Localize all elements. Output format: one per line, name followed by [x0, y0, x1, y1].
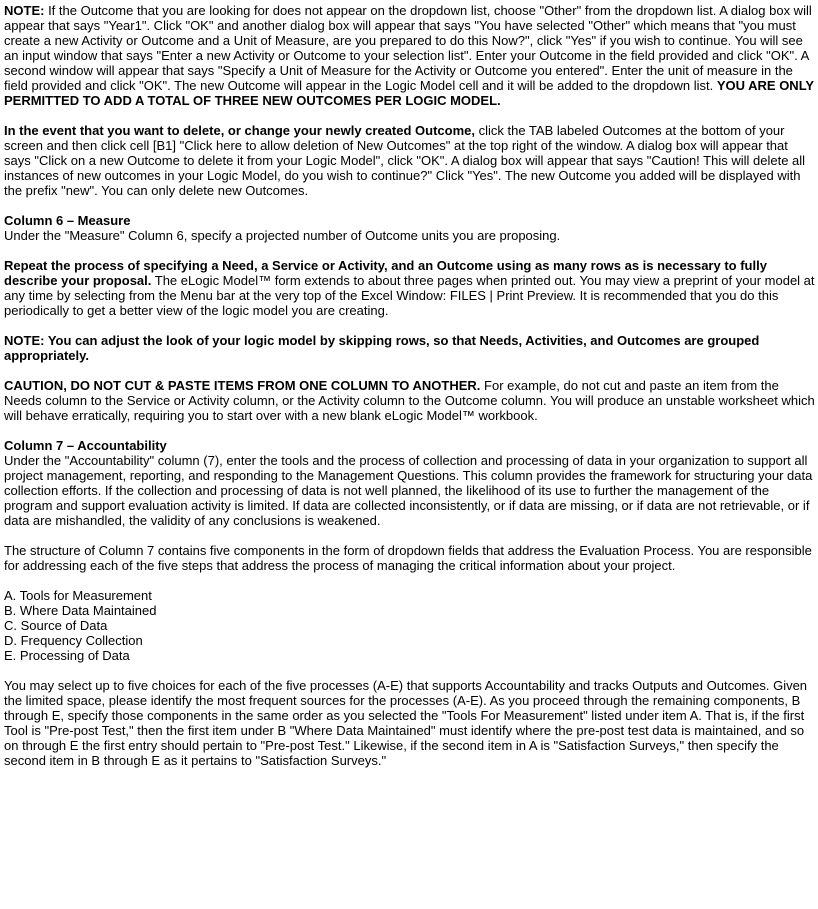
- paragraph: [4, 678, 816, 768]
- spacer: [4, 663, 816, 678]
- bold-text-run: Column 6 – Measure: [4, 213, 131, 228]
- spacer: [4, 423, 816, 438]
- text-run: If the Outcome that you are looking for does not appear on the dropdown list, choose "Other" from the dropdown list. A dialog box will appear that says "Year1". Click "OK" and another dialog box will appear that says "You have selected "Other" which means that "you must create a new Activity or Outcome and a Unit of Measure, are you prepared to do this Now?", click "Yes" if you wish to continue. You will see an input window that says "Enter a new Activity or Outcome to your selection list". Enter your Outcome in the field provided and click "OK". A second window will appear that says "Specify a Unit of Measure for the Activity or Outcome you entered". Enter the unit of measure in the field provided and click "OK". The new Outcome will appear in the Logic Model cell and it will be added to the dropdown list.: [4, 3, 812, 93]
- bold-text-run: Column 7 – Accountability: [4, 438, 167, 453]
- paragraph: [4, 453, 816, 528]
- text-run: click the TAB labeled Outcomes at the bottom of your screen and then click cell [B1] "Click here to allow deletion of New Outcomes" at the top right of the window. A dialog box will appear that says "Click on a new Outcome to delete it from your Logic Model", click "OK". A dialog box will appear that says "Caution! This will delete all instances of new outcomes in your Logic Model, do you wish to continue?" Click "Yes". The new Outcome you added will be displayed with the prefix "new". You can only delete new Outcomes.: [4, 123, 806, 198]
- bold-text-run: YOU ARE ONLY PERMITTED TO ADD A TOTAL OF THREE NEW OUTCOMES PER LOGIC MODEL.: [4, 78, 814, 108]
- paragraph: [4, 258, 816, 318]
- text-run: Under the "Measure" Column 6, specify a projected number of Outcome units you are proposing.: [4, 228, 561, 243]
- spacer: [4, 198, 816, 213]
- list-item: [4, 618, 816, 633]
- bold-text-run: NOTE:: [4, 3, 45, 18]
- paragraph: [4, 3, 816, 108]
- paragraph: [4, 333, 816, 363]
- spacer: [4, 573, 816, 588]
- text-run: The eLogic Model™ form extends to about three pages when printed out. You may view a preprint of your model at any time by selecting from the Menu bar at the very top of the Excel Window: FILES | Print Preview. It is recommended that you do this periodically to get a better view of the logic model you are creating.: [4, 273, 815, 318]
- text-run: You may select up to five choices for each of the five processes (A-E) that supports Accountability and tracks Outputs and Outcomes. Given the limited space, please identify the most frequent sources for the processes (A-E). As you proceed through the remaining components, B through E, specify those components in the same order as you selected the "Tools For Measurement" listed under item A. That is, if the first Tool is "Pre-post Test," then the first item under B "Where Data Maintained" must identify where the pre-post test data is maintained, and so on through E the first entry should pertain to "Pre-post Test." Likewise, if the second item in A is "Satisfaction Surveys," then specify the second item in B through E as it pertains to "Satisfaction Surveys.": [4, 678, 808, 768]
- paragraph: [4, 543, 816, 573]
- spacer: [4, 243, 816, 258]
- list-item: [4, 648, 816, 663]
- spacer: [4, 363, 816, 378]
- paragraph: [4, 378, 816, 423]
- spacer: [4, 108, 816, 123]
- list-item: [4, 603, 816, 618]
- bold-text-run: CAUTION, DO NOT CUT & PASTE ITEMS FROM ONE COLUMN TO ANOTHER.: [4, 378, 481, 393]
- list-item: [4, 588, 816, 603]
- heading: [4, 438, 816, 453]
- bold-text-run: Repeat the process of specifying a Need, a Service or Activity, and an Outcome using as many rows as is necessary to fully describe your proposal.: [4, 258, 767, 288]
- text-run: E. Processing of Data: [4, 648, 130, 663]
- paragraph: [4, 228, 816, 243]
- bold-text-run: NOTE: You can adjust the look of your logic model by skipping rows, so that Needs, Activities, and Outcomes are grouped appropriately.: [4, 333, 760, 363]
- text-run: B. Where Data Maintained: [4, 603, 157, 618]
- text-run: For example, do not cut and paste an item from the Needs column to the Service or Activity column, or the Activity column to the Outcome column. You will produce an unstable worksheet which will behave erratically, requiring you to start over with a new blank eLogic Model™ workbook.: [4, 378, 815, 423]
- text-run: A. Tools for Measurement: [4, 588, 152, 603]
- text-run: D. Frequency Collection: [4, 633, 143, 648]
- heading: [4, 213, 816, 228]
- text-run: The structure of Column 7 contains five components in the form of dropdown fields that address the Evaluation Process. You are responsible for addressing each of the five steps that address the process of managing the critical information about your project.: [4, 543, 812, 573]
- text-run: C. Source of Data: [4, 618, 108, 633]
- spacer: [4, 528, 816, 543]
- paragraph: [4, 123, 816, 198]
- text-run: Under the "Accountability" column (7), enter the tools and the process of collection and processing of data in your organization to support all project management, reporting, and responding to the Management Questions. This column provides the framework for structuring your data collection efforts. If the collection and processing of data is not well planned, the likelihood of its use to further the management of the program and support evaluation activity is limited. If data are collected inconsistently, or if data are missing, or if data are not retrievable, or if data are mishandled, the validity of any conclusions is weakened.: [4, 453, 813, 528]
- spacer: [4, 318, 816, 333]
- bold-text-run: In the event that you want to delete, or change your newly created Outcome,: [4, 123, 475, 138]
- list-item: [4, 633, 816, 648]
